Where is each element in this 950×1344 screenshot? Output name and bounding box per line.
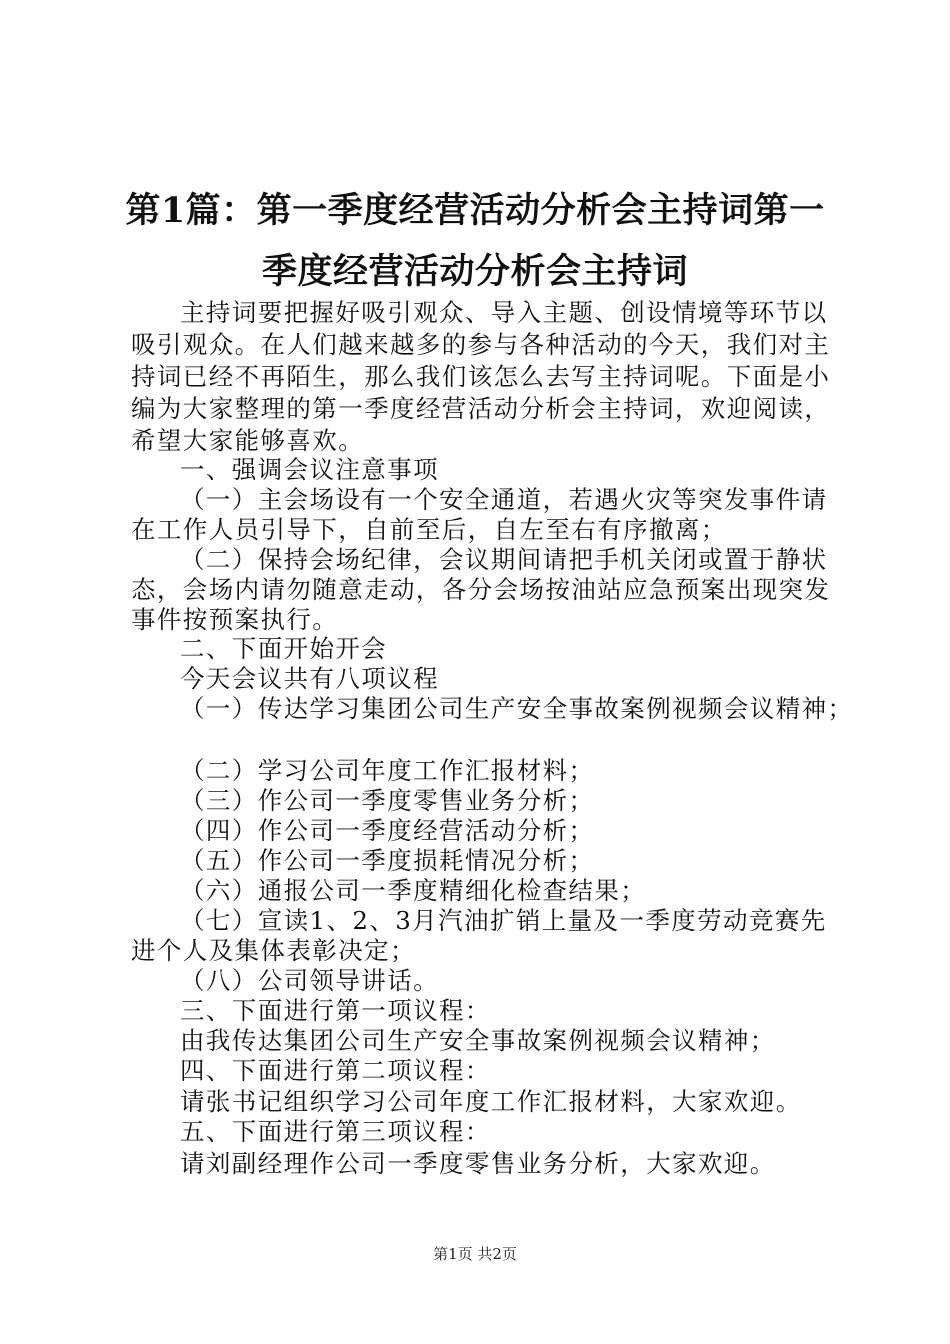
document-title-line-1: 第1篇：第一季度经营活动分析会主持词第一	[125, 190, 825, 231]
body-line-11: 事件按预案执行。	[131, 605, 339, 634]
agenda-item-4: （四）作公司一季度经营活动分析；	[180, 816, 595, 845]
section-heading-1: 一、强调会议注意事项	[180, 455, 439, 484]
agenda-item-8: （八）公司领导讲话。	[180, 966, 439, 995]
agenda-item-7-cont: 进个人及集体表彰决定；	[131, 936, 416, 965]
body-line-2: 吸引观众。在人们越来越多的参与各种活动的今天，我们对主	[131, 330, 831, 359]
section-heading-4: 四、下面进行第二项议程：	[180, 1056, 491, 1085]
section-heading-2: 二、下面开始开会	[180, 634, 388, 663]
document-title-line-2: 季度经营活动分析会主持词	[261, 251, 688, 292]
body-line-8: 在工作人员引导下，自前至后，自左至右有序撤离；	[131, 515, 727, 544]
agenda-item-3: （三）作公司一季度零售业务分析；	[180, 786, 595, 815]
body-line-26: 请张书记组织学习公司年度工作汇报材料，大家欢迎。	[180, 1087, 802, 1116]
body-line-5: 希望大家能够喜欢。	[131, 426, 365, 455]
body-line-7: （一）主会场设有一个安全通道，若遇火灾等突发事件请	[180, 485, 828, 514]
body-line-9: （二）保持会场纪律，会议期间请把手机关闭或置于静状	[180, 545, 828, 574]
section-heading-5: 五、下面进行第三项议程：	[180, 1117, 491, 1146]
agenda-item-7: （七）宣读1、2、3月汽油扩销上量及一季度劳动竞赛先	[180, 906, 827, 935]
section-heading-3: 三、下面进行第一项议程：	[180, 996, 491, 1025]
agenda-item-5: （五）作公司一季度损耗情况分析；	[180, 846, 595, 875]
agenda-item-2: （二）学习公司年度工作汇报材料；	[180, 756, 595, 785]
page-footer: 第1页 共2页	[433, 1245, 517, 1263]
agenda-item-6: （六）通报公司一季度精细化检查结果；	[180, 876, 647, 905]
body-line-28: 请刘副经理作公司一季度零售业务分析，大家欢迎。	[180, 1149, 776, 1178]
body-line-13: 今天会议共有八项议程	[180, 664, 439, 693]
body-line-1: 主持词要把握好吸引观众、导入主题、创设情境等环节以	[180, 298, 828, 327]
agenda-item-1: （一）传达学习集团公司生产安全事故案例视频会议精神；	[180, 694, 854, 723]
body-line-24: 由我传达集团公司生产安全事故案例视频会议精神；	[180, 1026, 776, 1055]
body-line-10: 态，会场内请勿随意走动，各分会场按油站应急预案出现突发	[131, 575, 831, 604]
body-line-4: 编为大家整理的第一季度经营活动分析会主持词，欢迎阅读，	[131, 394, 831, 423]
body-line-3: 持词已经不再陌生，那么我们该怎么去写主持词呢。下面是小	[131, 362, 831, 391]
